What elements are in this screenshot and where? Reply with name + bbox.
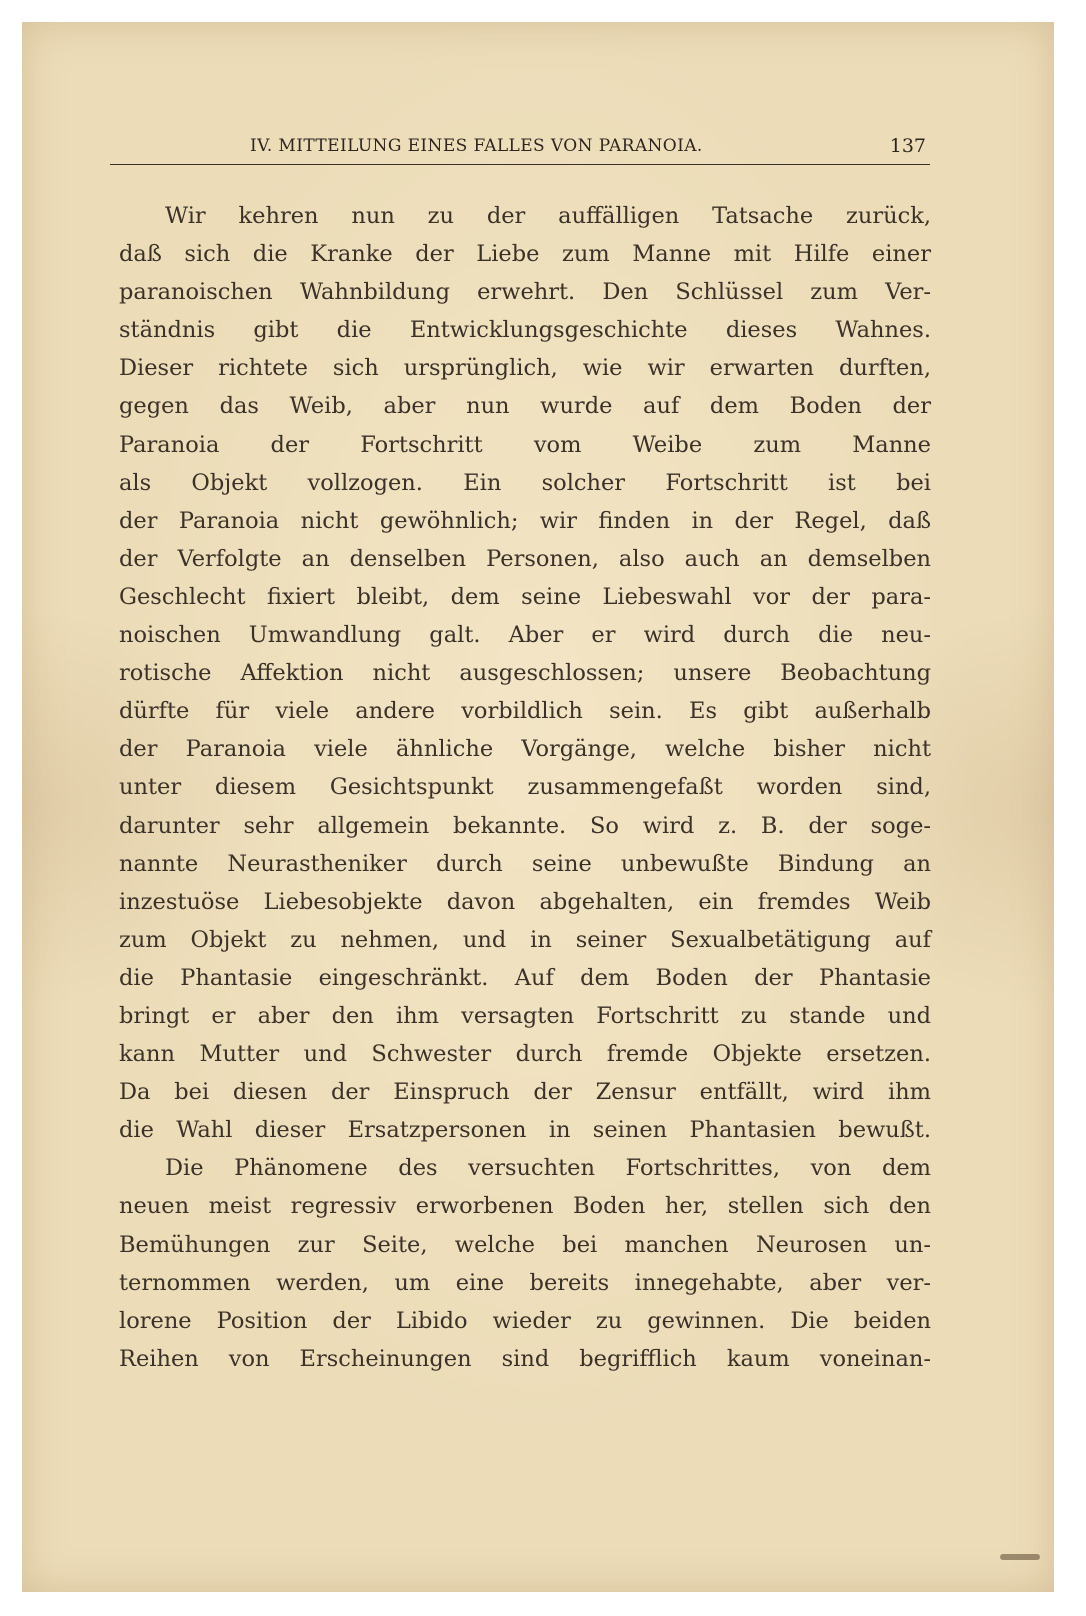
text-line: Paranoia der Fortschritt vom Weibe zum Manne — [119, 431, 931, 458]
text-line: unter diesem Gesichtspunkt zusammengefaßt worden sind, — [119, 774, 931, 801]
text-line: gegen das Weib, aber nun wurde auf dem Boden der — [119, 393, 931, 420]
text-line: der Paranoia viele ähnliche Vorgänge, welche bisher nicht — [119, 736, 931, 763]
chapter-title: IV. MITTEILUNG EINES FALLES VON PARANOIA. — [250, 136, 703, 156]
text-line: Reihen von Erscheinungen sind begrifflich kaum voneinan- — [119, 1345, 931, 1372]
text-line: daß sich die Kranke der Liebe zum Manne mit Hilfe einer — [119, 241, 931, 268]
text-line: dürfte für viele andere vorbildlich sein. Es gibt außerhalb — [119, 698, 931, 725]
text-line: nannte Neurastheniker durch seine unbewußte Bindung an — [119, 850, 931, 877]
text-line: ständnis gibt die Entwicklungsgeschichte dieses Wahnes. — [119, 317, 931, 344]
book-page — [22, 22, 1054, 1592]
running-head — [110, 130, 930, 165]
text-line: inzestuöse Liebesobjekte davon abgehalten, ein fremdes Weib — [119, 888, 931, 915]
text-line: Da bei diesen der Einspruch der Zensur entfällt, wird ihm — [119, 1079, 931, 1106]
text-line: Bemühungen zur Seite, welche bei manchen Neurosen un- — [119, 1231, 931, 1258]
text-line: die Wahl dieser Ersatzpersonen in seinen Phantasien bewußt. — [119, 1117, 931, 1144]
text-line: lorene Position der Libido wieder zu gewinnen. Die beiden — [119, 1307, 931, 1334]
text-line: rotische Affektion nicht ausgeschlossen; unsere Beobachtung — [119, 660, 931, 687]
text-line: Wir kehren nun zu der auffälligen Tatsache zurück, — [165, 203, 931, 229]
text-line: der Verfolgte an denselben Personen, also auch an demselben — [119, 545, 931, 572]
text-line: paranoischen Wahnbildung erwehrt. Den Schlüssel zum Ver- — [119, 279, 931, 306]
text-line: noischen Umwandlung galt. Aber er wird durch die neu- — [119, 622, 931, 649]
text-line: die Phantasie eingeschränkt. Auf dem Boden der Phantasie — [119, 964, 931, 991]
page-number: 137 — [889, 135, 926, 157]
text-line: der Paranoia nicht gewöhnlich; wir finden in der Regel, daß — [119, 507, 931, 534]
paper-stain — [1000, 1554, 1040, 1560]
text-line: neuen meist regressiv erworbenen Boden her, stellen sich den — [119, 1193, 931, 1220]
text-line: ternommen werden, um eine bereits innegehabte, aber ver- — [119, 1269, 931, 1296]
text-line: darunter sehr allgemein bekannte. So wird z. B. der soge- — [119, 812, 931, 839]
text-line: kann Mutter und Schwester durch fremde Objekte ersetzen. — [119, 1041, 931, 1068]
text-line: bringt er aber den ihm versagten Fortschritt zu stande und — [119, 1002, 931, 1029]
text-line: als Objekt vollzogen. Ein solcher Fortschritt ist bei — [119, 469, 931, 496]
text-line: zum Objekt zu nehmen, und in seiner Sexualbetätigung auf — [119, 926, 931, 953]
text-line: Die Phänomene des versuchten Fortschrittes, von dem — [165, 1155, 931, 1182]
body-text — [119, 197, 931, 1378]
text-line: Dieser richtete sich ursprünglich, wie wir erwarten durften, — [119, 355, 931, 382]
text-line: Geschlecht fixiert bleibt, dem seine Liebeswahl vor der para- — [119, 583, 931, 610]
